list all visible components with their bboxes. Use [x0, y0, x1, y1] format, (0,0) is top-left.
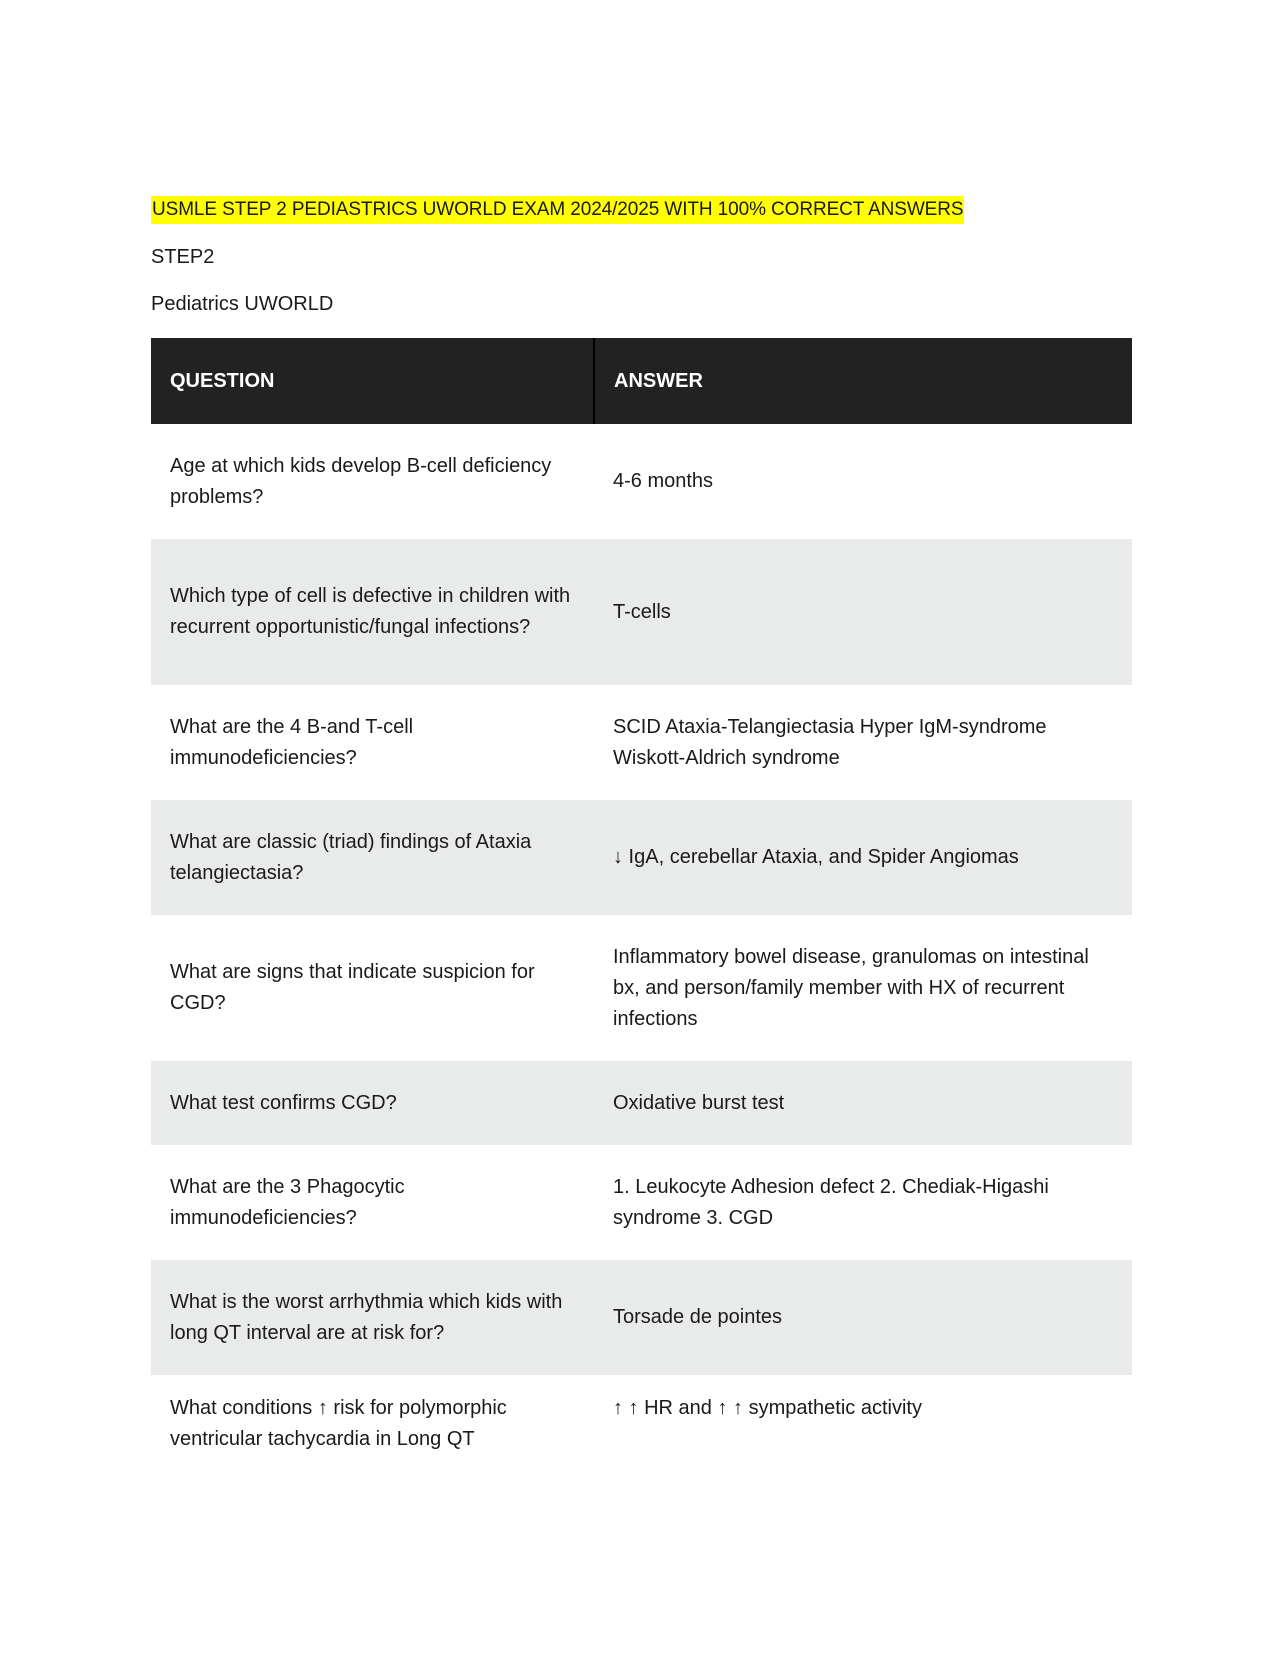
table-row [151, 915, 1132, 1061]
table-row [151, 1145, 1132, 1260]
subtitle-step: STEP2 [151, 246, 215, 268]
table-header-row [151, 338, 1132, 424]
table-row [151, 800, 1132, 915]
table-row [151, 1061, 1132, 1145]
question-cell: What is the worst arrhythmia which kids with long QT interval are at risk for? [151, 1260, 594, 1375]
document-title: USMLE STEP 2 PEDIASTRICS UWORLD EXAM 2024/2025 WITH 100% CORRECT ANSWERS [151, 196, 964, 224]
answer-cell: 4-6 months [613, 470, 714, 492]
table-row [151, 1375, 1132, 1455]
answer-cell: T-cells [594, 539, 1132, 685]
answer-cell: ↓ IgA, cerebellar Ataxia, and Spider Angiomas [594, 800, 1132, 915]
answer-cell: Oxidative burst test [594, 1061, 1132, 1145]
question-cell: What test confirms CGD? [151, 1061, 594, 1145]
table-row [151, 685, 1132, 800]
answer-cell: ↑ ↑ HR and ↑ ↑ sympathetic activity [613, 1397, 922, 1419]
title-line [151, 196, 1132, 224]
qa-table [151, 338, 1132, 1455]
answer-cell: Torsade de pointes [594, 1260, 1132, 1375]
question-cell: Which type of cell is defective in children with recurrent opportunistic/fungal infections? [151, 539, 594, 685]
document-page [151, 196, 1132, 1455]
question-cell: What conditions ↑ risk for polymorphic ventricular tachycardia in Long QT [170, 1397, 507, 1450]
question-cell: What are classic (triad) findings of Ataxia telangiectasia? [151, 800, 594, 915]
column-header-answer: ANSWER [594, 338, 1132, 424]
column-header-question: QUESTION [151, 338, 594, 424]
subtitle-section: Pediatrics UWORLD [151, 293, 334, 315]
answer-cell: SCID Ataxia-Telangiectasia Hyper IgM-syndrome Wiskott-Aldrich syndrome [613, 715, 1047, 769]
table-row [151, 424, 1132, 539]
question-cell: What are signs that indicate suspicion for CGD? [170, 961, 535, 1014]
question-cell: What are the 4 B-and T-cell immunodeficiencies? [170, 715, 414, 769]
answer-cell: 1. Leukocyte Adhesion defect 2. Chediak-Higashi syndrome 3. CGD [613, 1175, 1049, 1229]
question-cell: What are the 3 Phagocytic immunodeficiencies? [170, 1175, 405, 1229]
table-row [151, 1260, 1132, 1375]
question-cell: Age at which kids develop B-cell deficiency problems? [170, 454, 552, 508]
answer-cell: Inflammatory bowel disease, granulomas on intestinal bx, and person/family member with HX of recurrent infections [613, 945, 1089, 1030]
table-row [151, 539, 1132, 685]
